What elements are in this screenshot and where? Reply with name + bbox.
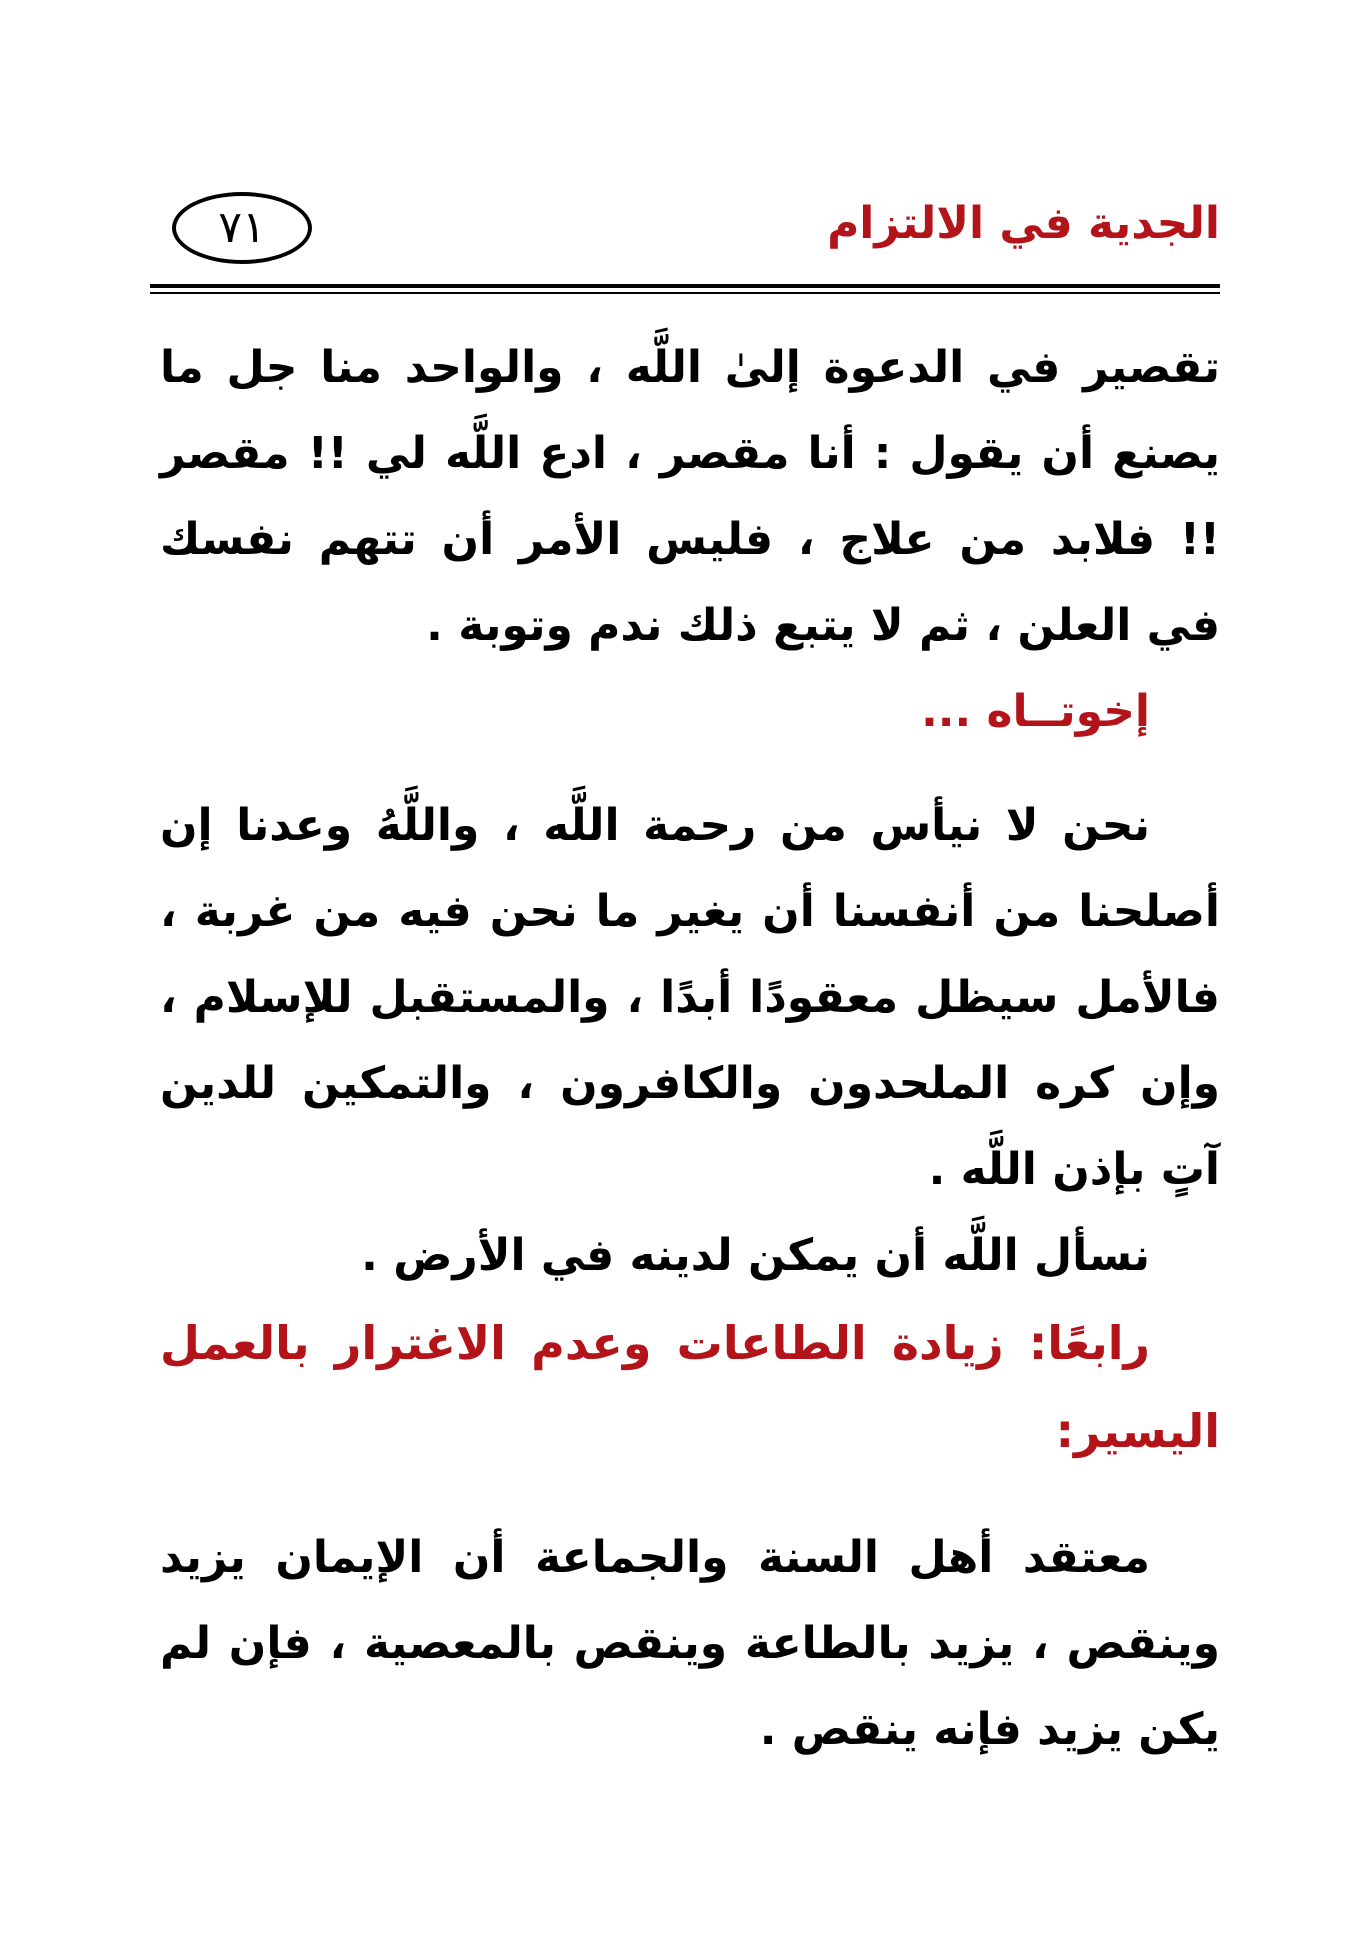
subheading-brothers: إخوتــاه ...	[921, 686, 1150, 737]
header-rule-thin	[150, 292, 1220, 294]
page-body	[160, 325, 1220, 1773]
section-heading: رابعًا: زيادة الطاعات وعدم الاغترار بالعمل اليسير:	[160, 1316, 1220, 1458]
page-header	[150, 180, 1220, 280]
paragraph-3: نسأل اللَّه أن يمكن لدينه في الأرض .	[361, 1230, 1150, 1281]
spacer	[160, 1475, 1220, 1515]
header-rule-thick	[150, 284, 1220, 288]
running-title: الجدية في الالتزام	[827, 198, 1220, 249]
paragraph-2: نحن لا نيأس من رحمة اللَّه ، واللَّهُ وعدنا إن أصلحنا من أنفسنا أن يغير ما نحن فيه من غربة ، فالأمل سيظل معقودًا أبدًا ، والمستقبل للإسلام ، وإن كره الملحدون والكافرون ، والتمكين للدين آتٍ بإذن اللَّه .	[160, 800, 1220, 1195]
page-number-badge	[172, 192, 312, 264]
spacer	[160, 755, 1220, 783]
paragraph-4: معتقد أهل السنة والجماعة أن الإيمان يزيد وينقص ، يزيد بالطاعة وينقص بالمعصية ، فإن لم يكن يزيد فإنه ينقص .	[160, 1532, 1220, 1755]
page-number: ٧١	[218, 202, 266, 253]
paragraph-1: تقصير في الدعوة إلىٰ اللَّه ، والواحد منا جل ما يصنع أن يقول : أنا مقصر ، ادع اللَّه لي !! مقصر !! فلابد من علاج ، فليس الأمر أن تتهم نفسك في العلن ، ثم لا يتبع ذلك ندم وتوبة .	[160, 342, 1220, 651]
